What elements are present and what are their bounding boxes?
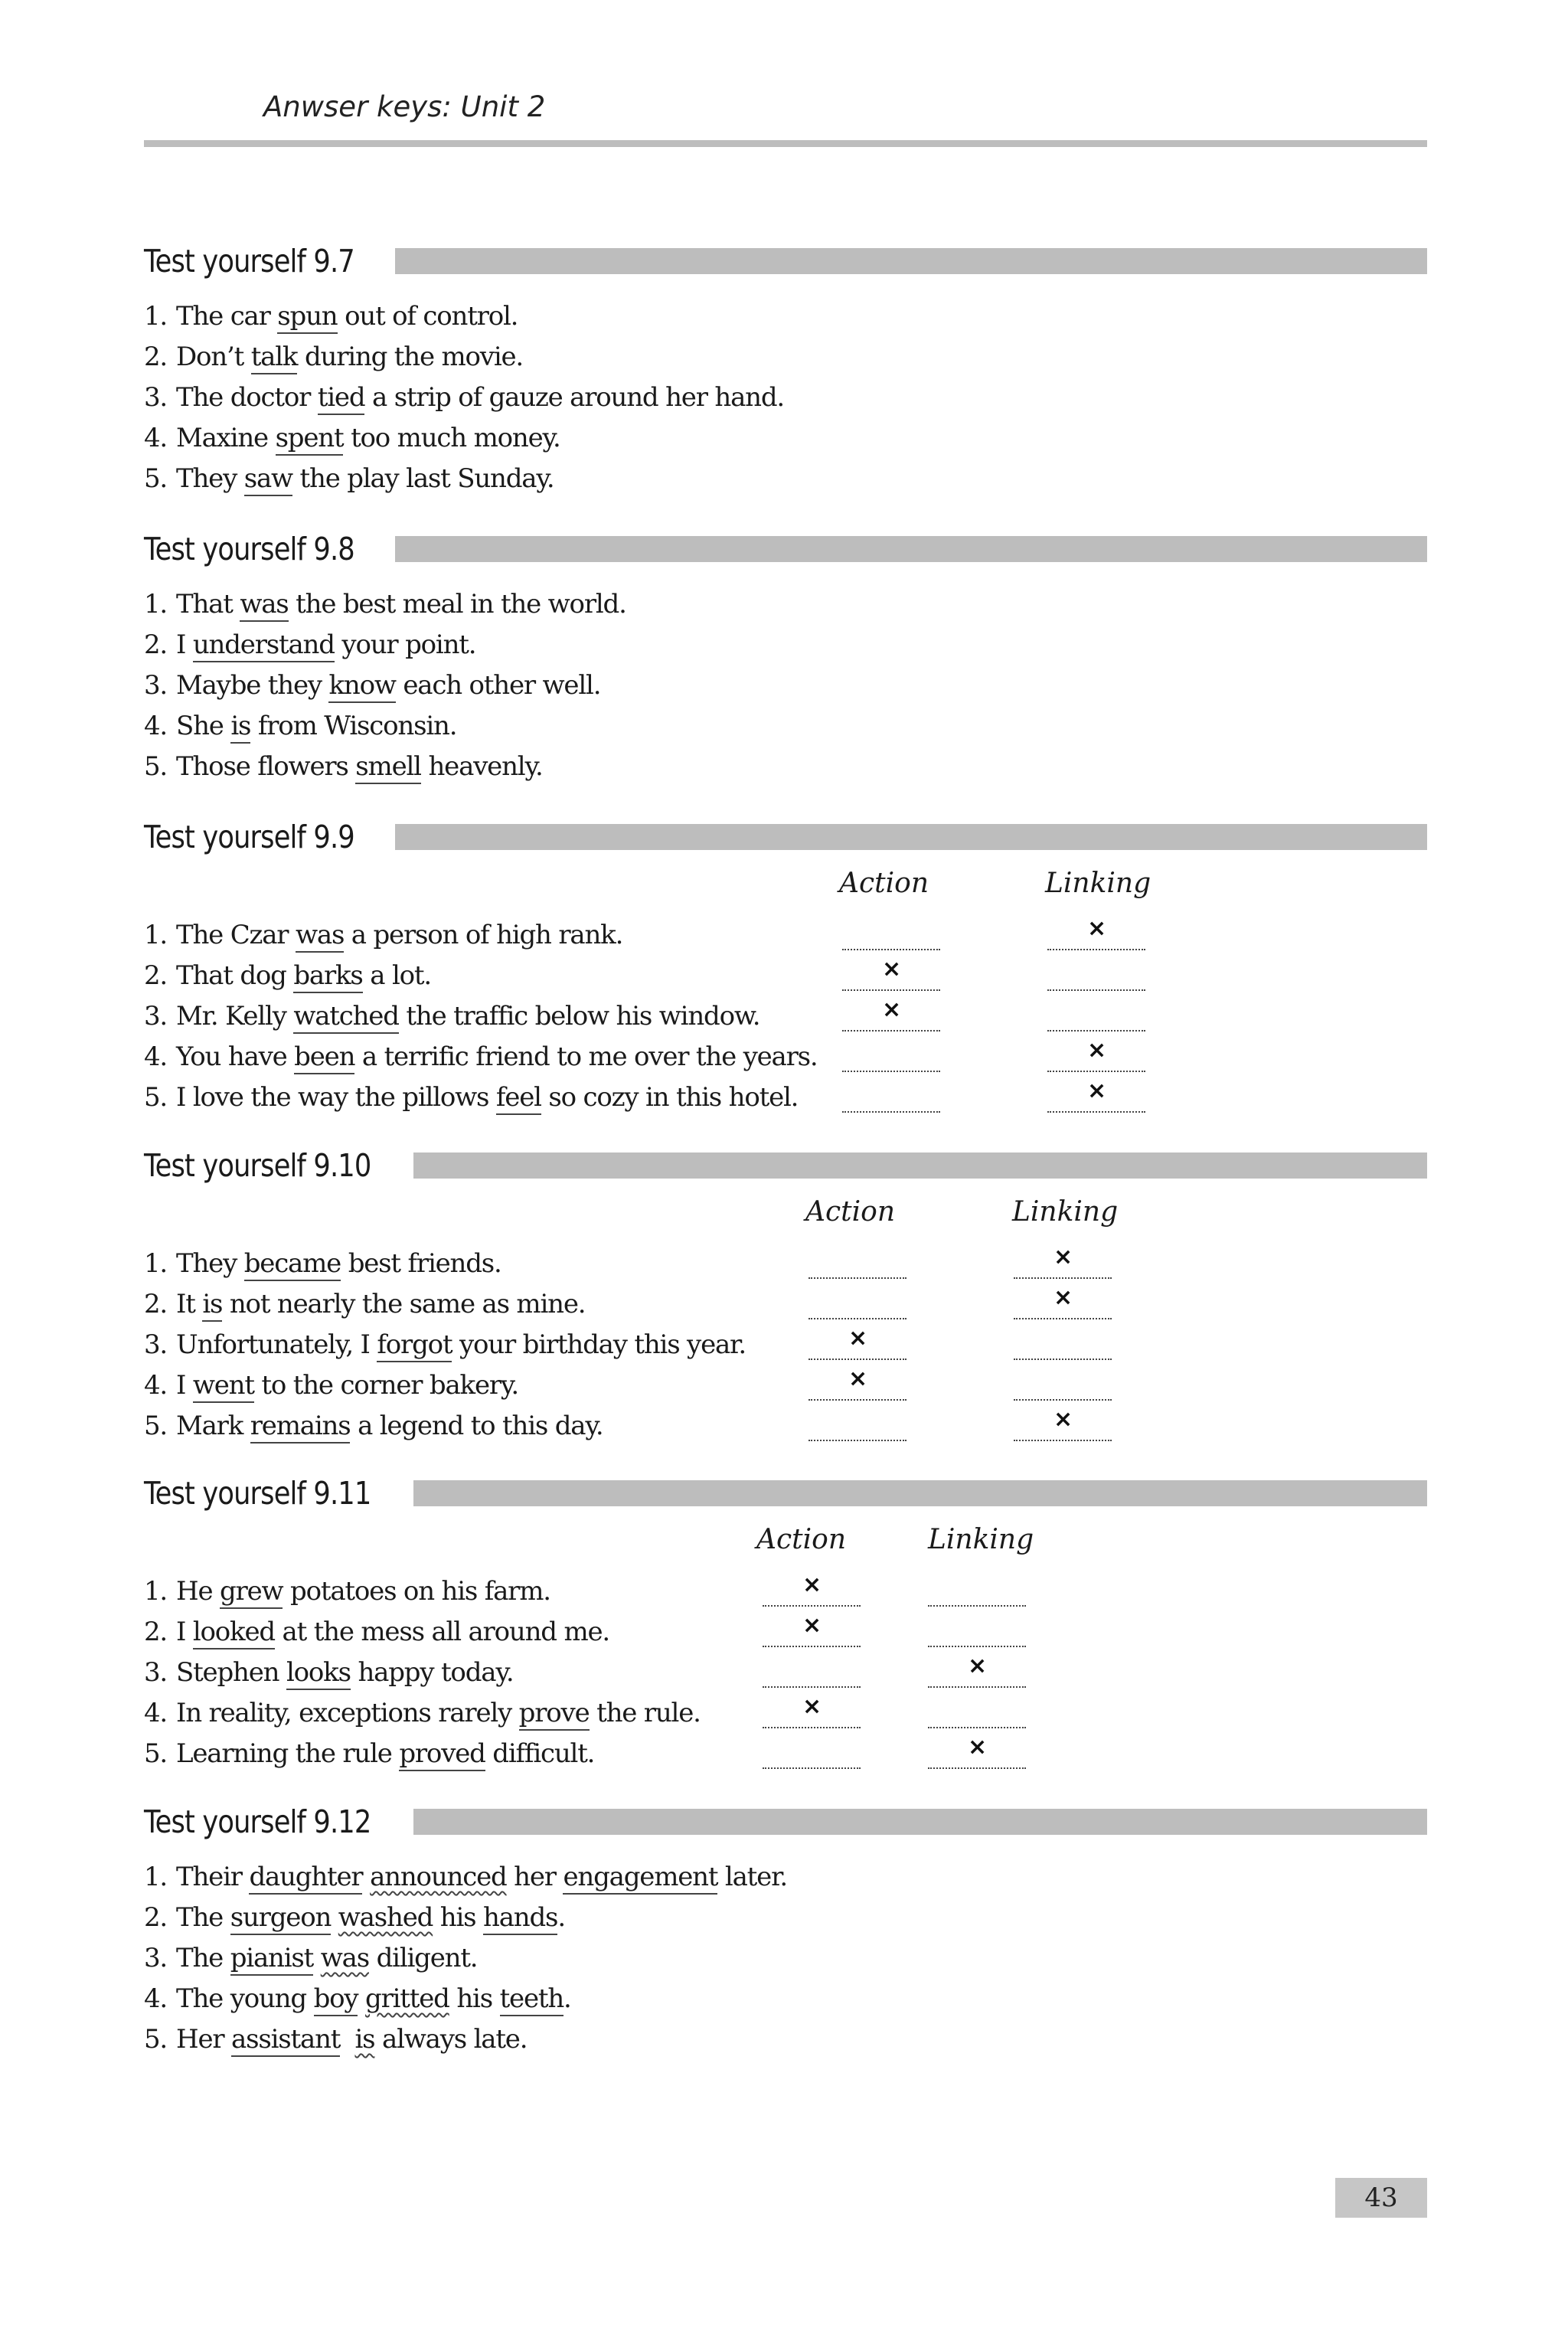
section-title-text: Test yourself 9.7 [144, 243, 354, 280]
underlined-verb: spun [277, 301, 337, 334]
list-item [144, 1406, 1427, 1447]
item-text [358, 1983, 365, 2014]
section-title-bar [395, 248, 1427, 274]
verb-wavy-underlined: gritted [365, 1983, 449, 2014]
column-header-linking: Linking [928, 1524, 1034, 1555]
section-title [144, 240, 1427, 283]
list-item [144, 1612, 1427, 1653]
underlined-verb: remains [250, 1411, 351, 1444]
item-text: Don’t [176, 342, 251, 372]
answer-list [144, 915, 1427, 1118]
list-item [144, 915, 1427, 956]
running-head: Anwser keys: Unit 2 [263, 90, 546, 123]
section-title [144, 816, 1427, 858]
subject-underlined: pianist [230, 1943, 313, 1976]
underlined-verb: proved [399, 1738, 485, 1771]
underlined-verb: saw [244, 463, 292, 496]
linking-answer-blank: × [1047, 1077, 1145, 1113]
subject-underlined: surgeon [230, 1902, 331, 1935]
item-text: The Czar [176, 920, 296, 950]
column-header-action: Action [756, 1524, 846, 1555]
item-text: The car [176, 301, 278, 332]
action-answer-blank [842, 915, 940, 950]
action-answer-blank [808, 1244, 906, 1279]
section-9-8 [144, 528, 1427, 787]
item-text: Their [176, 1862, 250, 1892]
list-item [144, 1693, 1427, 1734]
item-number: 4. [144, 711, 168, 741]
list-item [144, 1898, 1427, 1938]
item-number: 3. [144, 382, 168, 413]
answer-list [144, 584, 1427, 787]
item-number: 3. [144, 1943, 168, 1973]
item-number: 1. [144, 920, 168, 950]
underlined-verb: prove [519, 1698, 590, 1731]
item-text: the best meal in the world. [288, 589, 626, 620]
section-title [144, 1472, 1427, 1515]
answer-list [144, 1244, 1427, 1447]
list-item [144, 996, 1427, 1037]
item-number: 1. [144, 1576, 168, 1607]
item-text: potatoes on his farm. [283, 1576, 550, 1607]
underlined-verb: was [240, 589, 288, 622]
item-number: 2. [144, 960, 168, 991]
item-text: Her [176, 2024, 232, 2055]
action-answer-blank [842, 1077, 940, 1113]
list-item [144, 418, 1427, 459]
list-item [144, 1077, 1427, 1118]
section-title-text: Test yourself 9.8 [144, 531, 354, 567]
section-title-bar [413, 1153, 1427, 1179]
section-title-text: Test yourself 9.9 [144, 819, 354, 855]
list-item [144, 665, 1427, 706]
linking-answer-blank [1014, 1325, 1112, 1360]
item-number: 1. [144, 301, 168, 332]
item-number: 3. [144, 1329, 168, 1360]
action-answer-blank: × [763, 1612, 861, 1647]
item-text: Maybe they [176, 670, 329, 701]
list-item [144, 1284, 1427, 1325]
section-9-12 [144, 1800, 1427, 2060]
list-item [144, 2019, 1427, 2060]
section-title-text: Test yourself 9.12 [144, 1803, 371, 1840]
item-number: 5. [144, 1738, 168, 1769]
item-text: The young [176, 1983, 314, 2014]
underlined-verb: know [328, 670, 395, 703]
item-text: best friends. [341, 1248, 501, 1279]
underlined-verb: went [193, 1370, 254, 1403]
item-text: They [176, 463, 244, 494]
list-item [144, 378, 1427, 418]
item-number: 5. [144, 2024, 168, 2055]
item-text: Mr. Kelly [176, 1001, 294, 1032]
item-number: 3. [144, 1001, 168, 1032]
subject-underlined: assistant [231, 2024, 340, 2057]
list-item [144, 296, 1427, 337]
item-text: so cozy in this hotel. [541, 1082, 799, 1113]
item-text: The [176, 1902, 230, 1933]
list-item [144, 956, 1427, 996]
answer-list [144, 1571, 1427, 1774]
item-text: They [176, 1248, 244, 1279]
verb-wavy-underlined: washed [338, 1902, 433, 1933]
item-text: diligent. [368, 1943, 478, 1973]
item-text: It [176, 1289, 203, 1319]
linking-answer-blank [928, 1693, 1026, 1728]
item-text: That dog [176, 960, 294, 991]
underlined-verb: watched [293, 1001, 398, 1034]
action-answer-blank: × [842, 996, 940, 1032]
item-text: I love the way the pillows [176, 1082, 496, 1113]
list-item [144, 1325, 1427, 1365]
item-text: That [176, 589, 240, 620]
item-text: during the movie. [297, 342, 524, 372]
item-text: She [176, 711, 231, 741]
item-number: 1. [144, 589, 168, 620]
list-item [144, 1244, 1427, 1284]
item-number: 4. [144, 1370, 168, 1401]
item-number: 3. [144, 670, 168, 701]
subject-underlined: daughter [249, 1862, 362, 1895]
item-number: 4. [144, 1983, 168, 2014]
item-text: always late. [374, 2024, 528, 2055]
item-text: a strip of gauze around her hand. [364, 382, 785, 413]
linking-answer-blank: × [1014, 1284, 1112, 1319]
list-item [144, 1734, 1427, 1774]
list-item [144, 337, 1427, 378]
item-text: You have [176, 1041, 295, 1072]
item-text: In reality, exceptions rarely [176, 1698, 519, 1728]
item-text: difficult. [485, 1738, 595, 1769]
answer-list [144, 1857, 1427, 2060]
action-answer-blank: × [842, 956, 940, 991]
item-text: Learning the rule [176, 1738, 400, 1769]
page-number: 43 [1335, 2178, 1427, 2218]
underlined-verb: is [202, 1289, 222, 1322]
section-title-text: Test yourself 9.10 [144, 1147, 371, 1184]
linking-answer-blank [928, 1612, 1026, 1647]
subject-underlined: boy [314, 1983, 358, 2016]
linking-answer-blank [1047, 956, 1145, 991]
verb-wavy-underlined: announced [370, 1862, 507, 1892]
item-text: I [176, 1370, 193, 1401]
linking-answer-blank: × [928, 1734, 1026, 1769]
linking-answer-blank [1047, 996, 1145, 1032]
linking-answer-blank: × [1014, 1406, 1112, 1441]
linking-answer-blank: × [1014, 1244, 1112, 1279]
item-text: Mark [176, 1411, 250, 1441]
item-number: 2. [144, 1902, 168, 1933]
section-title [144, 1800, 1427, 1843]
item-text: Stephen [176, 1657, 286, 1688]
item-text: a lot. [362, 960, 431, 991]
underlined-verb: looked [193, 1617, 275, 1649]
item-text: her [506, 1862, 564, 1892]
item-text: I [176, 1617, 193, 1647]
item-number: 3. [144, 1657, 168, 1688]
item-number: 1. [144, 1248, 168, 1279]
linking-answer-blank [928, 1571, 1026, 1607]
section-title-bar [413, 1480, 1427, 1506]
section-title-text: Test yourself 9.11 [144, 1475, 371, 1512]
item-text: He [176, 1576, 220, 1607]
item-number: 5. [144, 751, 168, 782]
verb-wavy-underlined: is [354, 2024, 375, 2055]
item-number: 4. [144, 1041, 168, 1072]
item-text: heavenly. [420, 751, 543, 782]
item-text: out of control. [337, 301, 518, 332]
item-text: Those flowers [176, 751, 356, 782]
item-text [313, 1943, 321, 1973]
item-text: a terrific friend to me over the years. [354, 1041, 818, 1072]
item-text: each other well. [395, 670, 601, 701]
section-9-11 [144, 1472, 1427, 1774]
item-text [340, 2024, 354, 2055]
item-text: not nearly the same as mine. [222, 1289, 586, 1319]
verb-wavy-underlined: was [320, 1943, 369, 1973]
underlined-verb: is [230, 711, 250, 744]
item-text: from Wisconsin. [250, 711, 457, 741]
action-answer-blank [763, 1653, 861, 1688]
linking-answer-blank: × [928, 1653, 1026, 1688]
item-number: 2. [144, 629, 168, 660]
underlined-verb: talk [251, 342, 298, 374]
item-text: I [176, 629, 193, 660]
underlined-verb: understand [193, 629, 335, 662]
item-number: 5. [144, 1411, 168, 1441]
section-title-bar [395, 536, 1427, 562]
item-text: a legend to this day. [350, 1411, 603, 1441]
section-title [144, 1144, 1427, 1187]
item-text: the rule. [589, 1698, 701, 1728]
item-text: his [449, 1983, 500, 2014]
list-item [144, 625, 1427, 665]
section-title [144, 528, 1427, 571]
list-item [144, 584, 1427, 625]
column-header-action: Action [805, 1196, 895, 1228]
action-answer-blank: × [763, 1693, 861, 1728]
section-title-bar [413, 1809, 1427, 1835]
item-number: 1. [144, 1862, 168, 1892]
list-item [144, 1938, 1427, 1979]
linking-answer-blank: × [1047, 915, 1145, 950]
action-answer-blank: × [763, 1571, 861, 1607]
item-text: a person of high rank. [344, 920, 623, 950]
item-text: the traffic below his window. [398, 1001, 760, 1032]
object-underlined: hands [483, 1902, 557, 1935]
item-text: the play last Sunday. [292, 463, 554, 494]
underlined-verb: feel [496, 1082, 541, 1115]
action-answer-blank: × [808, 1365, 906, 1401]
item-number: 2. [144, 342, 168, 372]
underlined-verb: grew [220, 1576, 283, 1609]
section-title-bar [395, 824, 1427, 850]
item-text: your birthday this year. [452, 1329, 746, 1360]
list-item [144, 1653, 1427, 1693]
item-text: happy today. [350, 1657, 514, 1688]
action-answer-blank [763, 1734, 861, 1769]
item-text: to the corner bakery. [253, 1370, 519, 1401]
linking-answer-blank: × [1047, 1037, 1145, 1072]
item-text: his [433, 1902, 484, 1933]
list-item [144, 1571, 1427, 1612]
item-text: your point. [334, 629, 476, 660]
action-answer-blank [808, 1284, 906, 1319]
object-underlined: teeth [500, 1983, 564, 2016]
list-item [144, 1037, 1427, 1077]
list-item [144, 706, 1427, 747]
action-answer-blank [842, 1037, 940, 1072]
item-text: Maxine [176, 423, 276, 453]
column-header-linking: Linking [1045, 868, 1152, 899]
item-number: 2. [144, 1617, 168, 1647]
underlined-verb: been [294, 1041, 354, 1074]
underlined-verb: became [244, 1248, 341, 1281]
underlined-verb: barks [293, 960, 362, 993]
item-number: 4. [144, 1698, 168, 1728]
underlined-verb: spent [276, 423, 344, 456]
section-9-10 [144, 1144, 1427, 1447]
list-item [144, 459, 1427, 499]
underlined-verb: tied [318, 382, 365, 415]
section-9-7 [144, 240, 1427, 499]
action-answer-blank [808, 1406, 906, 1441]
item-text: later. [717, 1862, 787, 1892]
item-text: . [564, 1983, 571, 2014]
item-text: The [176, 1943, 230, 1973]
underlined-verb: was [296, 920, 344, 953]
list-item [144, 747, 1427, 787]
answer-list [144, 296, 1427, 499]
item-number: 5. [144, 463, 168, 494]
item-text [362, 1862, 370, 1892]
linking-answer-blank [1014, 1365, 1112, 1401]
underlined-verb: forgot [377, 1329, 452, 1362]
item-text [331, 1902, 338, 1933]
column-header-action: Action [839, 868, 929, 899]
header-rule [144, 140, 1427, 147]
item-number: 5. [144, 1082, 168, 1113]
underlined-verb: looks [286, 1657, 351, 1690]
column-header-linking: Linking [1012, 1196, 1119, 1228]
item-text: at the mess all around me. [274, 1617, 610, 1647]
section-9-9 [144, 816, 1427, 1118]
item-number: 4. [144, 423, 168, 453]
object-underlined: engagement [563, 1862, 717, 1895]
item-text: The doctor [176, 382, 318, 413]
action-answer-blank: × [808, 1325, 906, 1360]
underlined-verb: smell [355, 751, 421, 784]
list-item [144, 1365, 1427, 1406]
item-text: too much money. [343, 423, 560, 453]
item-number: 2. [144, 1289, 168, 1319]
item-text: Unfortunately, I [176, 1329, 377, 1360]
list-item [144, 1857, 1427, 1898]
list-item [144, 1979, 1427, 2019]
item-text: . [557, 1902, 565, 1933]
